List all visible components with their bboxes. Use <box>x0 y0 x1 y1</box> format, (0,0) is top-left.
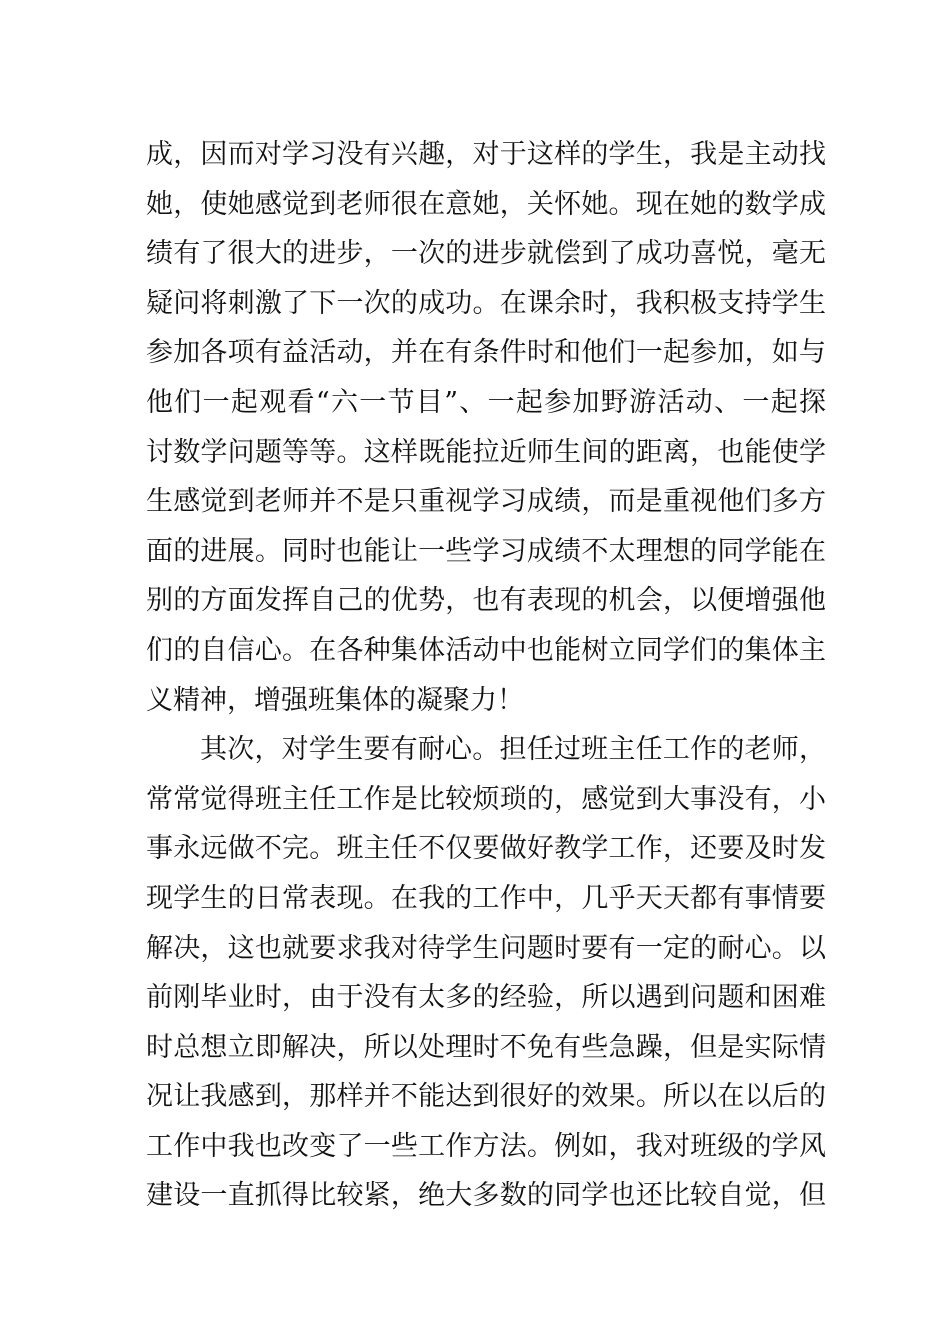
text-line: 建设一直抓得比较紧，绝大多数的同学也还比较自觉，但 <box>146 1180 826 1212</box>
text-line: 别的方面发挥自己的优势，也有表现的机会，以便增强他 <box>146 585 826 617</box>
text-line: 前刚毕业时，由于没有太多的经验，所以遇到问题和困难 <box>146 982 826 1014</box>
text-line: 解决，这也就要求我对待学生问题时要有一定的耐心。以 <box>146 932 826 964</box>
text-line: 参加各项有益活动，并在有条件时和他们一起参加，如与 <box>146 337 826 369</box>
text-line: 生感觉到老师并不是只重视学习成绩，而是重视他们多方 <box>146 486 826 518</box>
text-line: 义精神，增强班集体的凝聚力！ <box>146 684 524 716</box>
text-line: 们的自信心。在各种集体活动中也能树立同学们的集体主 <box>146 634 826 666</box>
text-line: 她，使她感觉到老师很在意她，关怀她。现在她的数学成 <box>146 188 826 220</box>
paragraph-start-line: 其次，对学生要有耐心。担任过班主任工作的老师， <box>200 734 826 766</box>
text-line: 讨数学问题等等。这样既能拉近师生间的距离，也能使学 <box>146 436 826 468</box>
body-text <box>146 130 826 1221</box>
text-line: 他们一起观看“六一节目”、一起参加野游活动、一起探 <box>146 386 826 418</box>
text-line: 时总想立即解决，所以处理时不免有些急躁，但是实际情 <box>146 1031 826 1063</box>
text-line: 现学生的日常表现。在我的工作中，几乎天天都有事情要 <box>146 882 826 914</box>
text-line: 事永远做不完。班主任不仅要做好教学工作，还要及时发 <box>146 833 826 865</box>
text-line: 工作中我也改变了一些工作方法。例如，我对班级的学风 <box>146 1130 826 1162</box>
text-line: 绩有了很大的进步，一次的进步就偿到了成功喜悦，毫无 <box>146 238 826 270</box>
text-line: 成，因而对学习没有兴趣，对于这样的学生，我是主动找 <box>146 139 826 170</box>
text-line: 面的进展。同时也能让一些学习成绩不太理想的同学能在 <box>146 535 826 567</box>
text-line: 况让我感到，那样并不能达到很好的效果。所以在以后的 <box>146 1081 826 1113</box>
text-line: 常常觉得班主任工作是比较烦琐的，感觉到大事没有，小 <box>146 783 826 815</box>
text-line: 疑问将刺激了下一次的成功。在课余时，我积极支持学生 <box>146 287 826 319</box>
